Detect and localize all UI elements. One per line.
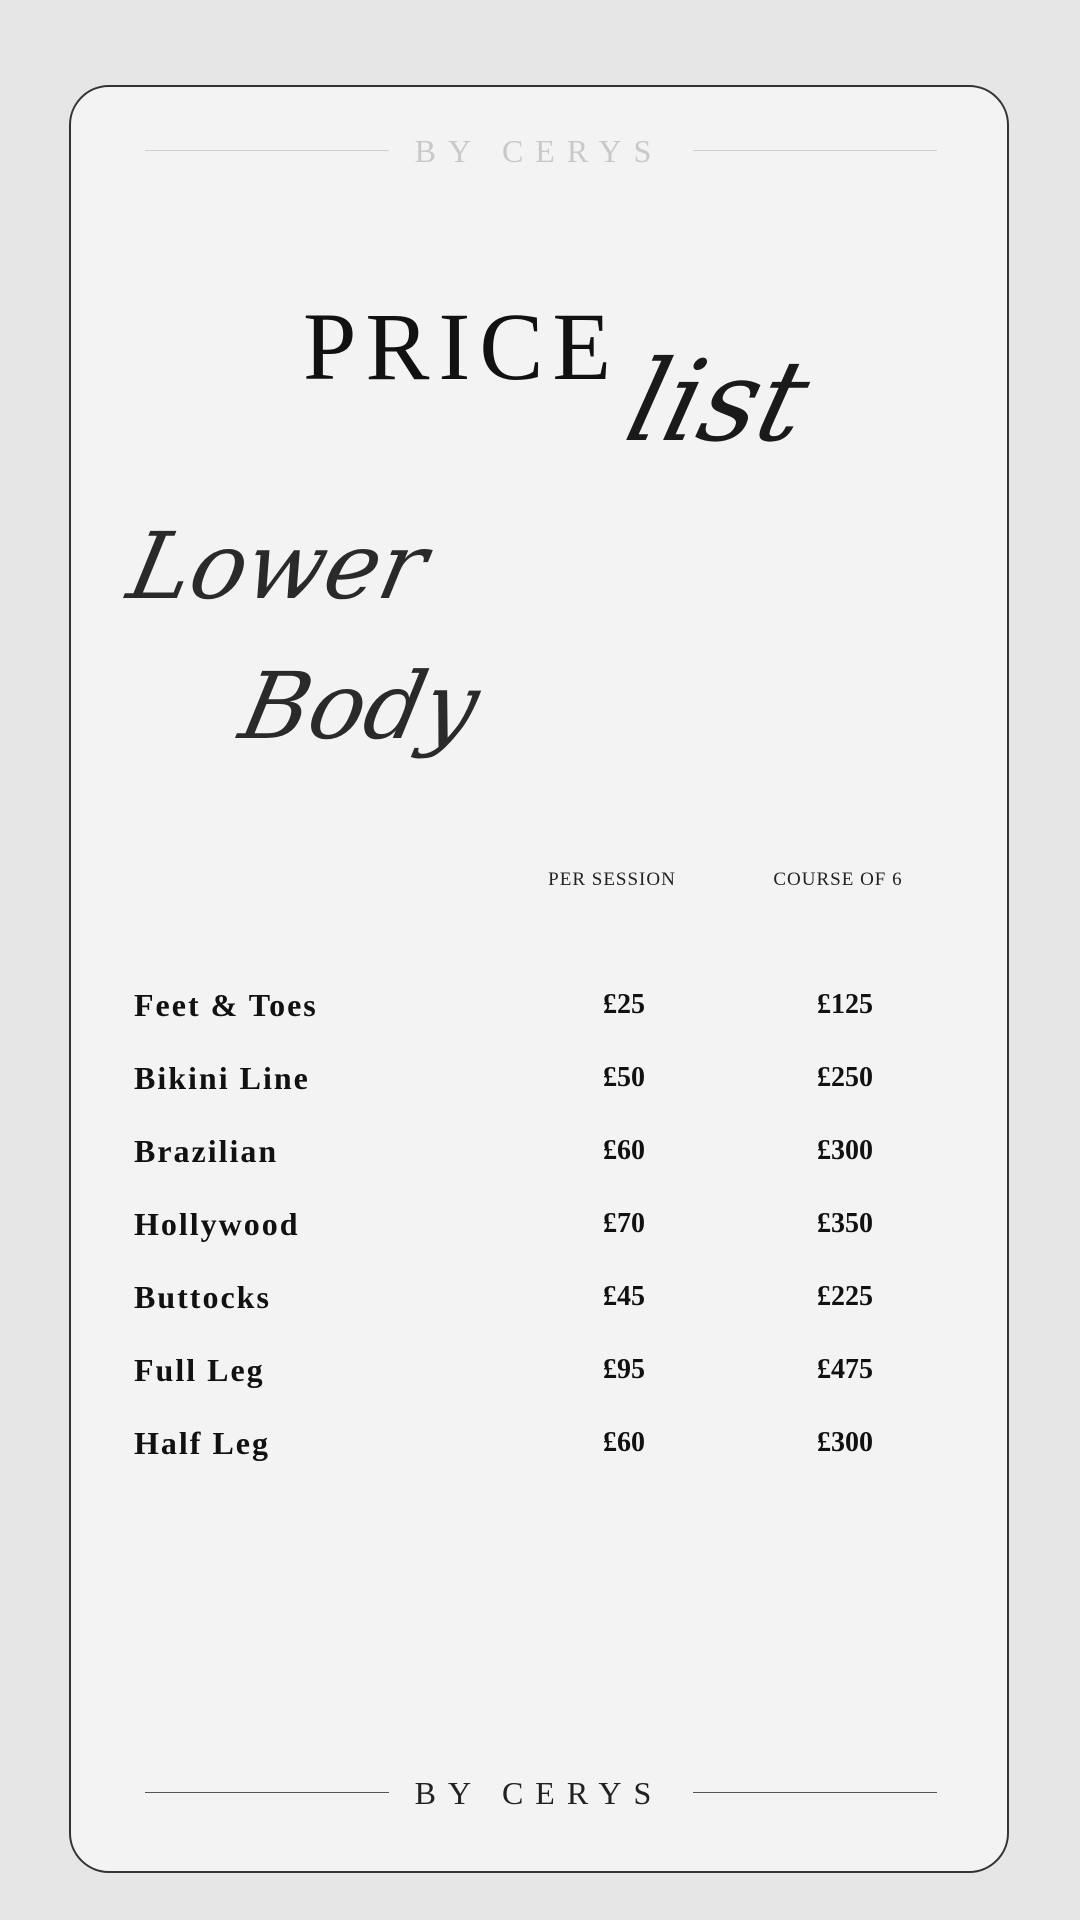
price-per-session: £45 (603, 1281, 645, 1312)
price-course: £300 (817, 1427, 873, 1458)
service-name: Full Leg (134, 1352, 265, 1388)
service-name: Buttocks (134, 1279, 271, 1315)
section-title-lower: Lower (119, 513, 437, 620)
table-row (71, 1420, 1007, 1466)
price-course: £225 (817, 1281, 873, 1312)
price-per-session: £95 (603, 1354, 645, 1385)
service-name: Bikini Line (134, 1060, 310, 1096)
price-course: £125 (817, 989, 873, 1020)
divider-line (693, 1792, 937, 1793)
brand-header (71, 131, 1007, 171)
price-course: £475 (817, 1354, 873, 1385)
table-row (71, 1128, 1007, 1174)
price-per-session: £60 (603, 1427, 645, 1458)
price-per-session: £60 (603, 1135, 645, 1166)
price-list-card (69, 85, 1009, 1873)
table-row (71, 982, 1007, 1028)
service-name: Brazilian (134, 1133, 279, 1169)
price-course: £250 (817, 1062, 873, 1093)
service-name: Feet & Toes (134, 987, 318, 1023)
brand-name-top: BY CERYS (414, 133, 664, 169)
column-header-course: COURSE OF 6 (773, 869, 903, 890)
divider-line (693, 150, 937, 151)
service-name: Half Leg (134, 1425, 270, 1461)
table-row (71, 1201, 1007, 1247)
table-row (71, 1055, 1007, 1101)
price-per-session: £70 (603, 1208, 645, 1239)
service-name: Hollywood (134, 1206, 300, 1242)
brand-footer (71, 1773, 1007, 1813)
title-price: PRICE (303, 293, 621, 400)
price-per-session: £50 (603, 1062, 645, 1093)
price-per-session: £25 (603, 989, 645, 1020)
table-row (71, 1274, 1007, 1320)
table-row (71, 1347, 1007, 1393)
column-header-per-session: PER SESSION (548, 869, 676, 890)
price-course: £350 (817, 1208, 873, 1239)
price-course: £300 (817, 1135, 873, 1166)
title-list-script: list (614, 337, 822, 467)
brand-name-bottom: BY CERYS (414, 1775, 664, 1811)
section-title-body: Body (231, 653, 489, 760)
